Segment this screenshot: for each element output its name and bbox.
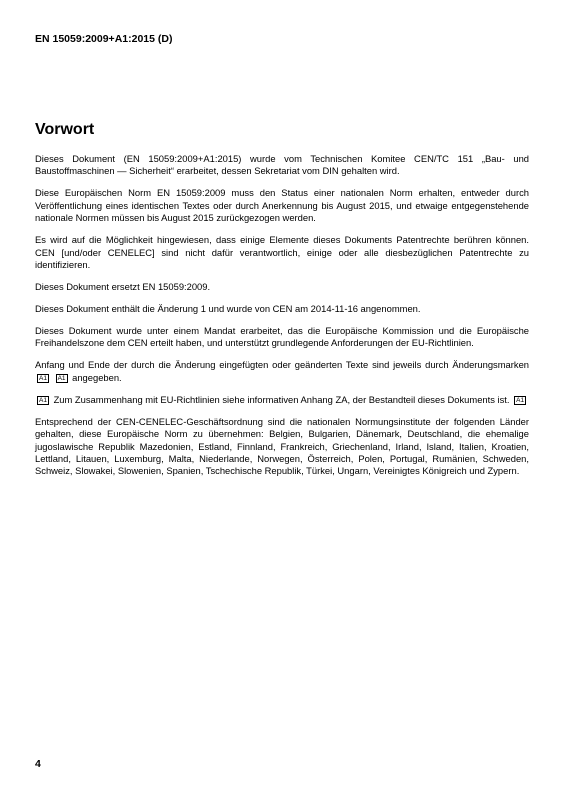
change-markers-text: Anfang und Ende der durch die Änderung eingefügten oder geänderten Texte sind jeweils durch Änderungsmarken — [35, 359, 529, 371]
annex-za-text: Zum Zusammenhang mit EU-Richtlinien siehe informativen Anhang ZA, der Bestandteil dieses Dokuments ist. — [53, 393, 510, 405]
amendment-start-marker-icon: A1 — [39, 374, 47, 382]
paragraph-change-markers — [35, 359, 529, 384]
paragraph-amendment: Dieses Dokument enthält die Änderung 1 und wurde von CEN am 2014-11-16 angenommen. — [35, 303, 421, 315]
paragraph-member-countries: Entsprechend der CEN-CENELEC-Geschäftsordnung sind die nationalen Normungsinstitute der folgenden Länder gehalten, diese Europäische Norm zu übernehmen: Belgien, Bulgarien, Dänemark, Deutschland, die ehemalige jugoslawische Republik Mazedonien, Estland, Finnland, Frankreich, Griechenland, Irland, Island, Italien, Kroatien, Lettland, Litauen, Luxemburg, Malta, Niederlande, Norwegen, Österreich, Polen, Portugal, Rumänien, Schweden, Schweiz, Slowakei, Slowenien, Spanien, Tschechische Republik, Türkei, Ungarn, Vereinigtes Königreich und Zypern. — [35, 415, 529, 477]
section-title: Vorwort — [35, 121, 95, 138]
paragraph-replaces: Dieses Dokument ersetzt EN 15059:2009. — [35, 281, 211, 293]
paragraph-annex-za — [35, 394, 529, 406]
document-id-header: EN 15059:2009+A1:2015 (D) — [35, 33, 173, 45]
paragraph-committee: Dieses Dokument (EN 15059:2009+A1:2015) wurde vom Technischen Komitee CEN/TC 151 „Bau- und Baustoffmaschinen — Sicherheit“ erarbeitet, dessen Sekretariat vom DIN gehalten wird. — [35, 153, 529, 177]
paragraph-mandate: Dieses Dokument wurde unter einem Mandat erarbeitet, das die Europäische Kommission und die Europäische Freihandelszone dem CEN erteilt haben, und unterstützt grundlegende Anforderungen der EU-Richtlinien. — [35, 325, 529, 349]
page-number: 4 — [35, 758, 41, 770]
change-markers-suffix: angegeben. — [72, 371, 122, 383]
paragraph-national-status: Diese Europäischen Norm EN 15059:2009 muss den Status einer nationalen Norm erhalten, entweder durch Veröffentlichung eines identischen Textes oder durch Anerkennung bis August 2015, und etwaige entgegenstehende nationale Normen müssen bis August 2015 zurückgezogen werden. — [35, 187, 529, 224]
amendment-start-marker-icon: A1 — [39, 396, 47, 404]
amendment-end-marker-icon: A1 — [57, 374, 66, 382]
foreword-body — [35, 153, 529, 478]
paragraph-patent-rights: Es wird auf die Möglichkeit hingewiesen, dass einige Elemente dieses Dokuments Patentrechte berühren können. CEN [und/oder CENELEC] sind nicht dafür verantwortlich, einige oder alle diesbezüglichen Patentrechte zu identifizieren. — [35, 234, 529, 271]
amendment-end-marker-icon: A1 — [516, 396, 525, 404]
